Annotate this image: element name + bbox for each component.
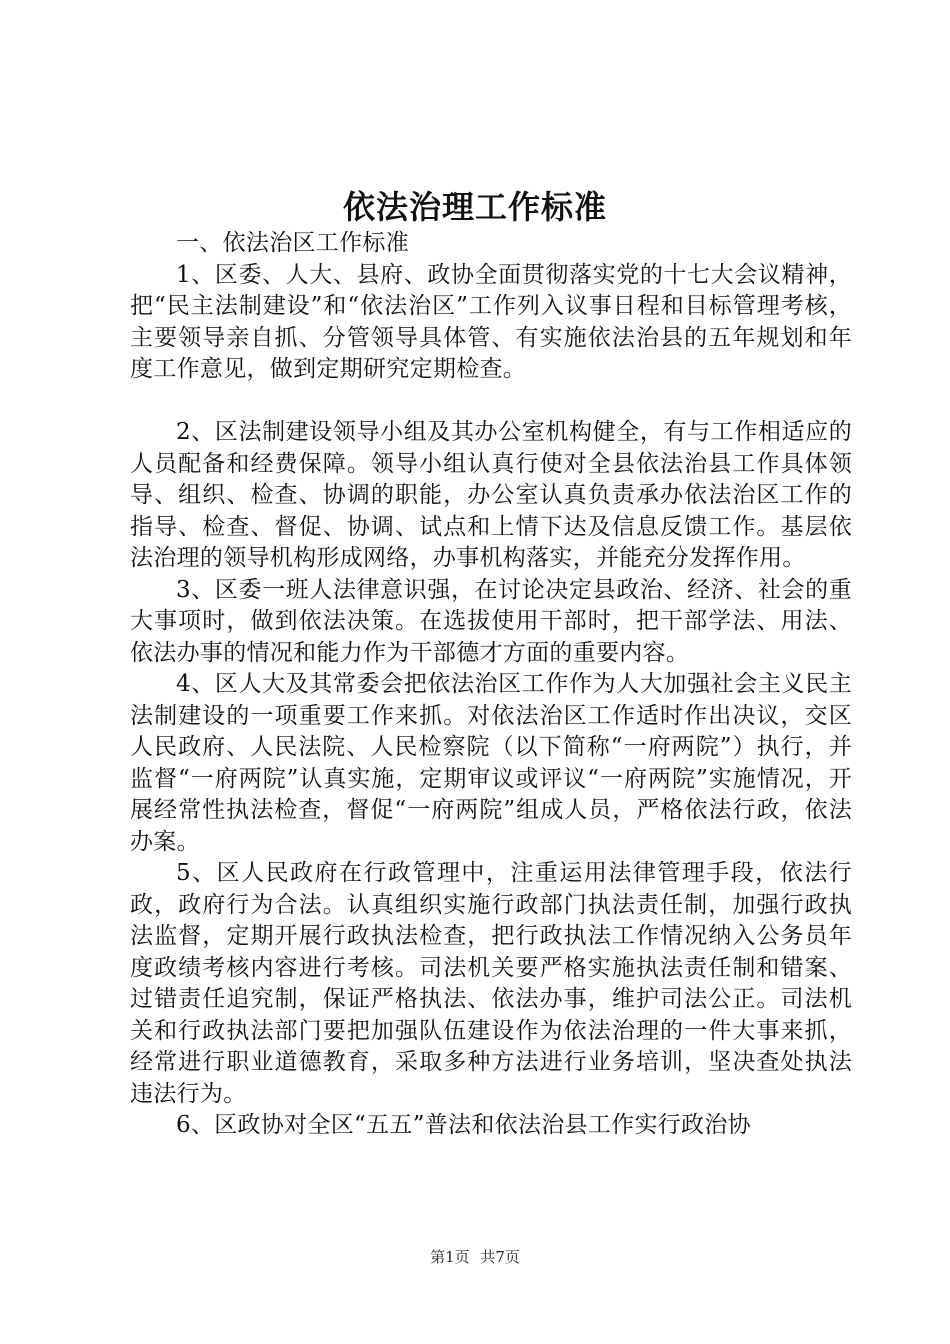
paragraph-item-4: 4、区人大及其常委会把依法治区工作作为人大加强社会主义民主法制建设的一项重要工作来抓。对依法治区工作适时作出决议，交区人民政府、人民法院、人民检察院（以下简称“一府两院”）执行，并监督“一府两院”认真实施，定期审议或评议“一府两院”实施情况，开展经常性执法检查，督促“一府两院”组成人员，严格依法行政，依法办案。	[130, 671, 852, 855]
paragraph-item-1: 1、区委、人大、县府、政协全面贯彻落实党的十七大会议精神，把“民主法制建设”和“依法治区”工作列入议事日程和目标管理考核，主要领导亲自抓、分管领导具体管、有实施依法治县的五年规划和年度工作意见，做到定期研究定期检查。	[130, 261, 852, 382]
section-heading: 一、依法治区工作标准	[176, 230, 409, 256]
paragraph-item-2: 2、区法制建设领导小组及其办公室机构健全，有与工作相适应的人员配备和经费保障。领导小组认真行使对全县依法治县工作具体领导、组织、检查、协调的职能，办公室认真负责承办依法治区工作的指导、检查、督促、协调、试点和上情下达及信息反馈工作。基层依法治理的领导机构形成网络，办事机构落实，并能充分发挥作用。	[130, 419, 852, 571]
page-total: 共7页	[480, 1248, 520, 1266]
document-title: 依法治理工作标准	[342, 188, 607, 226]
page-number: 第1页	[430, 1248, 470, 1266]
paragraph-item-6: 6、区政协对全区“五五”普法和依法治县工作实行政治协	[176, 1112, 751, 1138]
document-body	[130, 228, 852, 1142]
paragraph-item-3: 3、区委一班人法律意识强，在讨论决定县政治、经济、社会的重大事项时，做到依法决策。在选拔使用干部时，把干部学法、用法、依法办事的情况和能力作为干部德才方面的重要内容。	[130, 576, 852, 666]
page-footer	[0, 1247, 950, 1267]
paragraph-item-5: 5、区人民政府在行政管理中，注重运用法律管理手段，依法行政，政府行为合法。认真组织实施行政部门执法责任制，加强行政执法监督，定期开展行政执法检查，把行政执法工作情况纳入公务员年度政绩考核内容进行考核。司法机关要严格实施执法责任制和错案、过错责任追究制，保证严格执法、依法办事，维护司法公正。司法机关和行政执法部门要把加强队伍建设作为依法治理的一件大事来抓，经常进行职业道德教育，采取多种方法进行业务培训，坚决查处执法违法行为。	[130, 860, 852, 1107]
